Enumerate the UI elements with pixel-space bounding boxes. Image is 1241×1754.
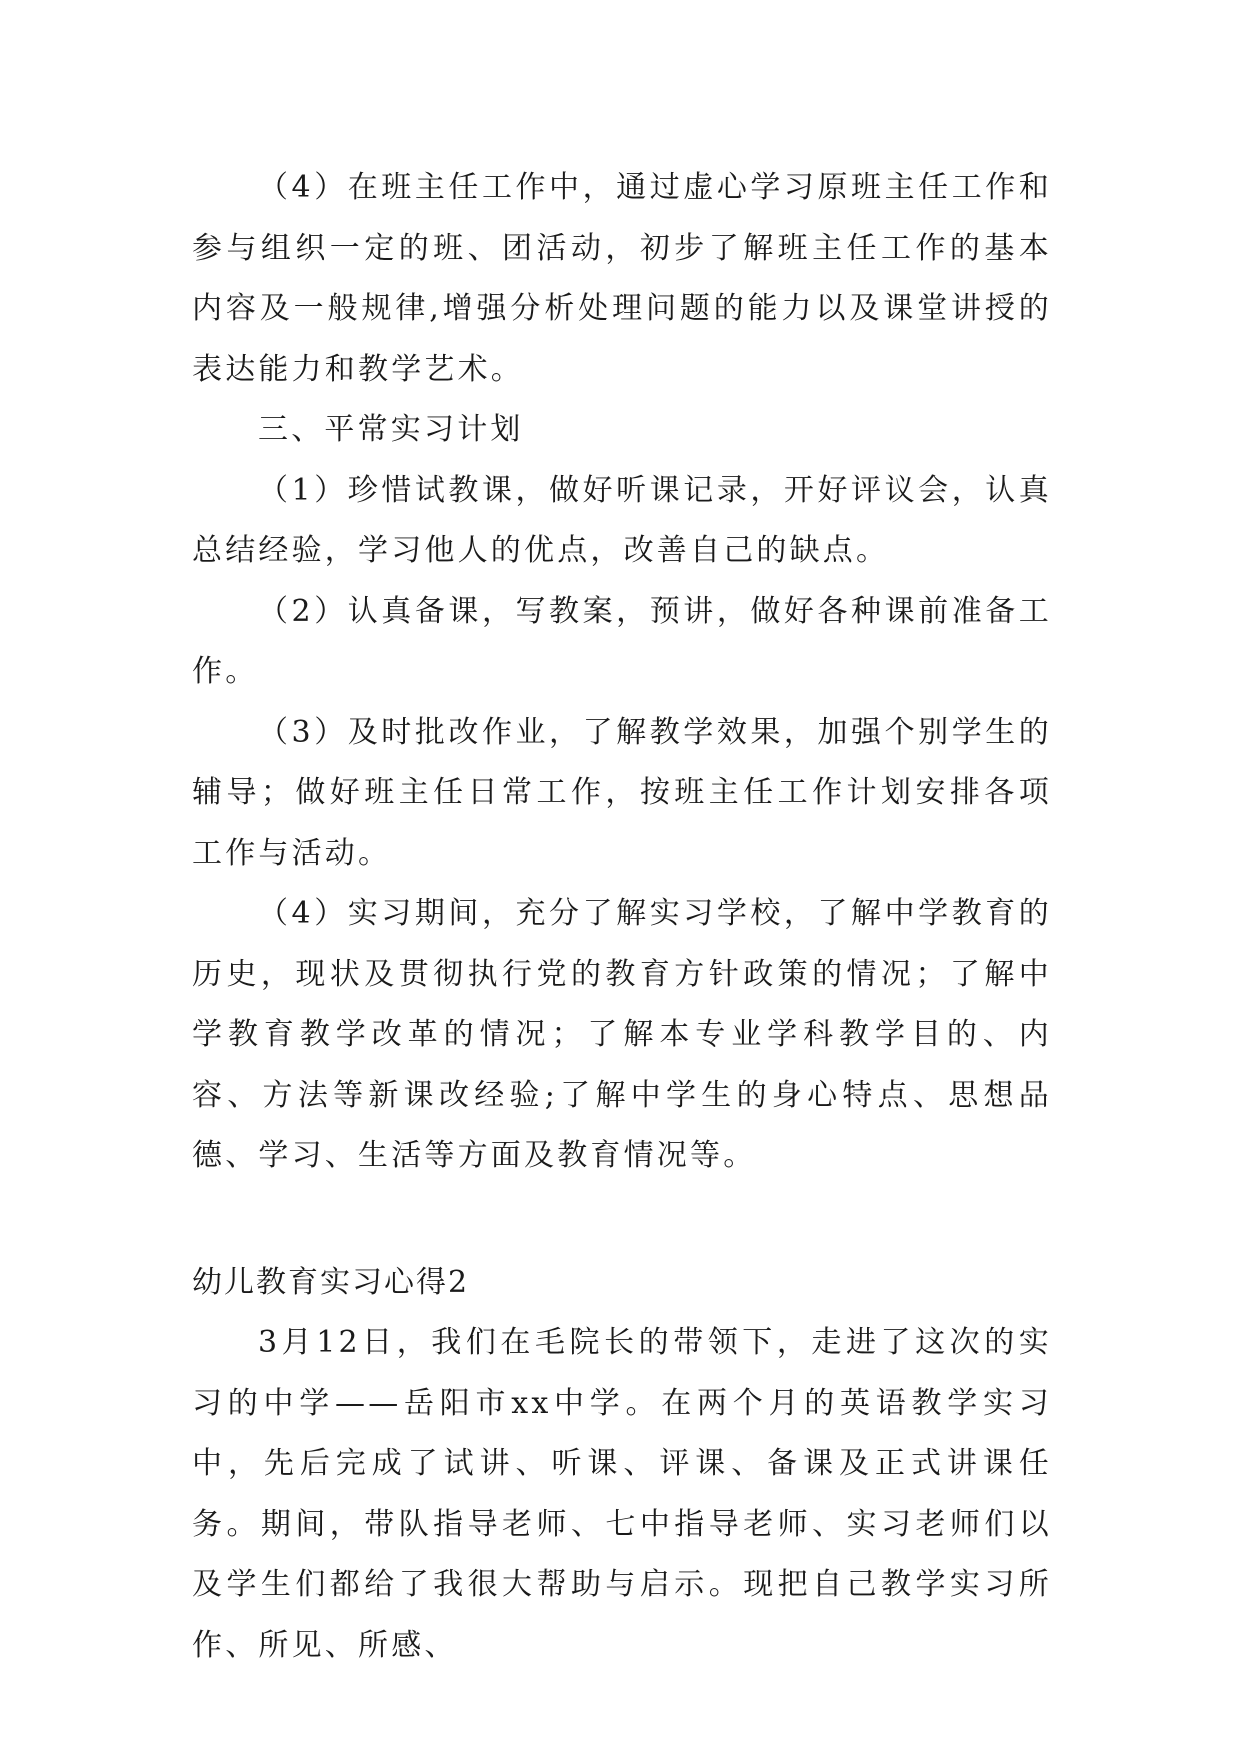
section-heading-routine-plan: 三、平常实习计划 [258,412,524,447]
paragraph-internship-intro: 3月12日，我们在毛院长的带领下，走进了这次的实习的中学——岳阳市xx中学。在两个月的英语教学实习中，先后完成了试讲、听课、评课、备课及正式讲课任务。期间，带队指导老师、七中指导老师、实习老师们以及学生们都给了我很大帮助与启示。现把自己教学实习所作、所见、所感、 [192,1325,1052,1663]
paragraph-homework-grading: （3）及时批改作业，了解教学效果，加强个别学生的辅导；做好班主任日常工作，按班主任工作计划安排各项工作与活动。 [192,714,1052,871]
section-spacer [192,1187,1052,1253]
section-title: 幼儿教育实习心得2 [192,1264,470,1300]
paragraph-class-teacher-work: （4）在班主任工作中，通过虚心学习原班主任工作和参与组织一定的班、团活动，初步了解班主任工作的基本内容及一般规律,增强分析处理问题的能力以及课堂讲授的表达能力和教学艺术。 [192,170,1052,387]
paragraph-school-understanding: （4）实习期间，充分了解实习学校，了解中学教育的历史，现状及贯彻执行党的教育方针政策的情况；了解中学教育教学改革的情况；了解本专业学科教学目的、内容、方法等新课改经验;了解中学生的身心特点、思想品德、学习、生活等方面及教育情况等。 [192,896,1052,1173]
paragraph-lesson-prep: （2）认真备课，写教案，预讲，做好各种课前准备工作。 [192,593,1052,689]
document-body [192,158,1052,1676]
paragraph-trial-teaching: （1）珍惜试教课，做好听课记录，开好评议会，认真总结经验，学习他人的优点，改善自己的缺点。 [192,472,1052,568]
